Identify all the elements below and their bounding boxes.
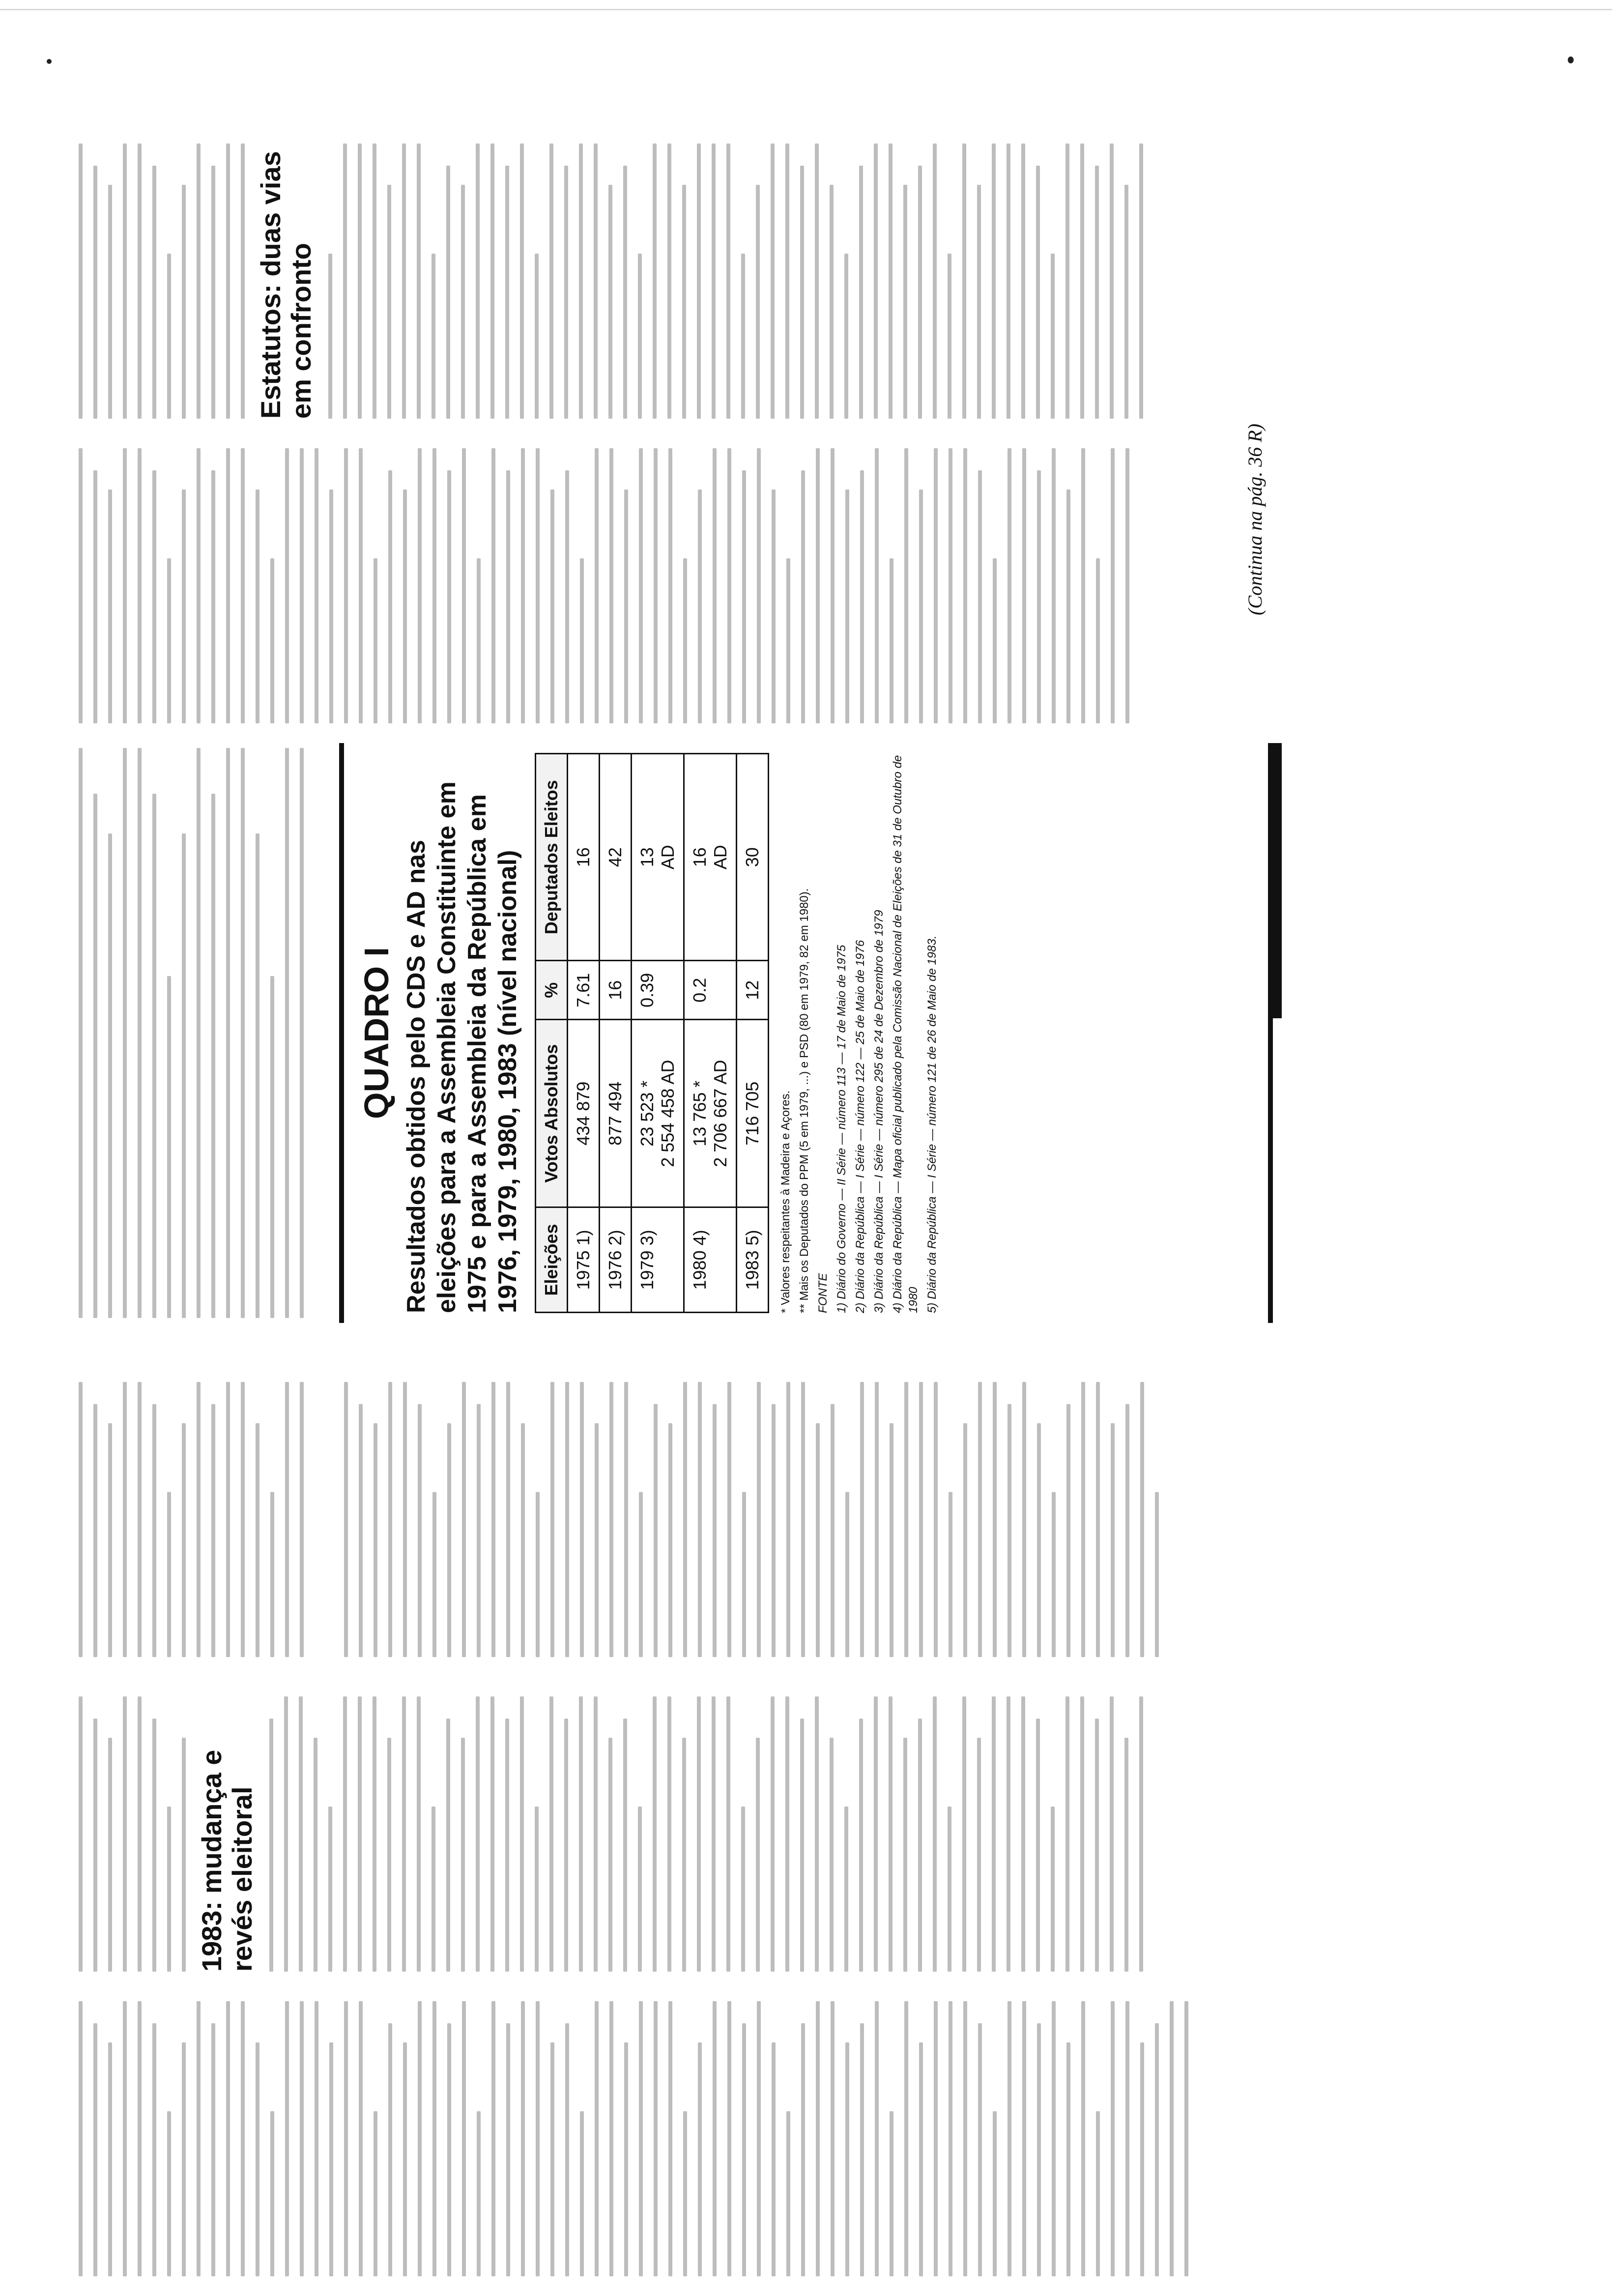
cell-eleicao: 1975 1) <box>568 1207 600 1313</box>
cell-votos-line: 23 523 * <box>637 1080 657 1147</box>
column-header: Deputados Eleitos <box>536 754 568 961</box>
cell-deputados-line: AD <box>658 845 678 870</box>
continuation-note: (Continua na pág. 36 R) <box>1244 424 1266 615</box>
source-item: 4) Diário da República — Mapa oficial publicado pela Comissão Nacional de Eleições de 31 de Outubro de 1980 <box>891 755 920 1313</box>
cell-votos <box>684 1020 737 1207</box>
cell-eleicao: 1983 5) <box>737 1207 769 1313</box>
source-item: 2) Diário da República — I Série — número 122 — 25 de Maio de 1976 <box>854 940 867 1313</box>
cell-votos: 716 705 <box>737 1020 769 1207</box>
source-item: 3) Diário da República — I Série — número 295 de 24 de Dezembro de 1979 <box>872 910 886 1313</box>
cell-eleicao: 1980 4) <box>684 1207 737 1313</box>
article-column-4 <box>79 748 334 1318</box>
cell-deputados <box>632 754 684 961</box>
cell-votos: 434 879 <box>568 1020 600 1207</box>
table-row <box>632 754 684 1313</box>
table-row <box>600 754 632 1313</box>
cell-deputados-line: AD <box>710 845 730 870</box>
sources-label: FONTE <box>816 1273 830 1313</box>
source-item: 1) Diário do Governo — II Série — número 113 — 17 de Maio de 1975 <box>835 945 848 1313</box>
results-table <box>535 753 769 1313</box>
cell-deputados: 42 <box>600 754 632 961</box>
article-column-3b <box>344 1382 1224 1657</box>
quadro-table-box <box>339 743 1273 1323</box>
footnote: ** Mais os Deputados do PPM (5 em 1979, ...) e PSD (80 em 1979, 82 em 1980). <box>798 888 811 1313</box>
quadro-subtitle: Resultados obtidos pelo CDS e AD nas eleições para a Assembleia Constituinte em 1975 e para a Assembleia da República em 1976, 1979, 1980, 1983 (nível nacional) <box>402 781 522 1313</box>
cell-deputados: 16 <box>568 754 600 961</box>
table-row <box>737 754 769 1313</box>
column-header: % <box>536 961 568 1020</box>
table-row <box>684 754 737 1313</box>
cell-deputados-line: 13 <box>637 847 657 867</box>
cell-pct: 0.2 <box>684 961 737 1020</box>
quadro-title: QUADRO I <box>357 947 396 1119</box>
table-notes <box>769 743 940 1323</box>
article-column-3 <box>79 1382 334 1657</box>
section-heading-mudanca: 1983: mudança e revés eleitoral <box>196 1750 258 1972</box>
source-item: 5) Diário da República — I Série — número 121 de 26 de Maio de 1983. <box>925 935 939 1313</box>
article-column-1 <box>79 2001 1224 2276</box>
cell-pct: 16 <box>600 961 632 1020</box>
column-header: Votos Absolutos <box>536 1020 568 1207</box>
cell-votos-line: 2 554 458 AD <box>658 1060 678 1167</box>
cell-eleicao: 1979 3) <box>632 1207 684 1313</box>
article-column-5 <box>79 448 1224 723</box>
cell-deputados-line: 16 <box>690 847 710 867</box>
column-header: Eleições <box>536 1207 568 1313</box>
cell-deputados <box>684 754 737 961</box>
cell-votos-line: 13 765 * <box>690 1080 710 1147</box>
article-column-2 <box>79 1696 1224 1972</box>
cell-pct: 0.39 <box>632 961 684 1020</box>
cell-votos: 877 494 <box>600 1020 632 1207</box>
cell-votos <box>632 1020 684 1207</box>
section-heading-estatutos: Estatutos: duas vias em confronto <box>255 151 317 419</box>
footnote: * Valores respeitantes à Madeira e Açores. <box>779 1090 792 1313</box>
article-column-6 <box>79 144 1224 419</box>
divider-rule <box>1273 743 1282 1018</box>
cell-pct: 12 <box>737 961 769 1020</box>
cell-eleicao: 1976 2) <box>600 1207 632 1313</box>
cell-pct: 7.61 <box>568 961 600 1020</box>
table-row <box>568 754 600 1313</box>
cell-deputados: 30 <box>737 754 769 961</box>
cell-votos-line: 2 706 667 AD <box>710 1060 730 1167</box>
